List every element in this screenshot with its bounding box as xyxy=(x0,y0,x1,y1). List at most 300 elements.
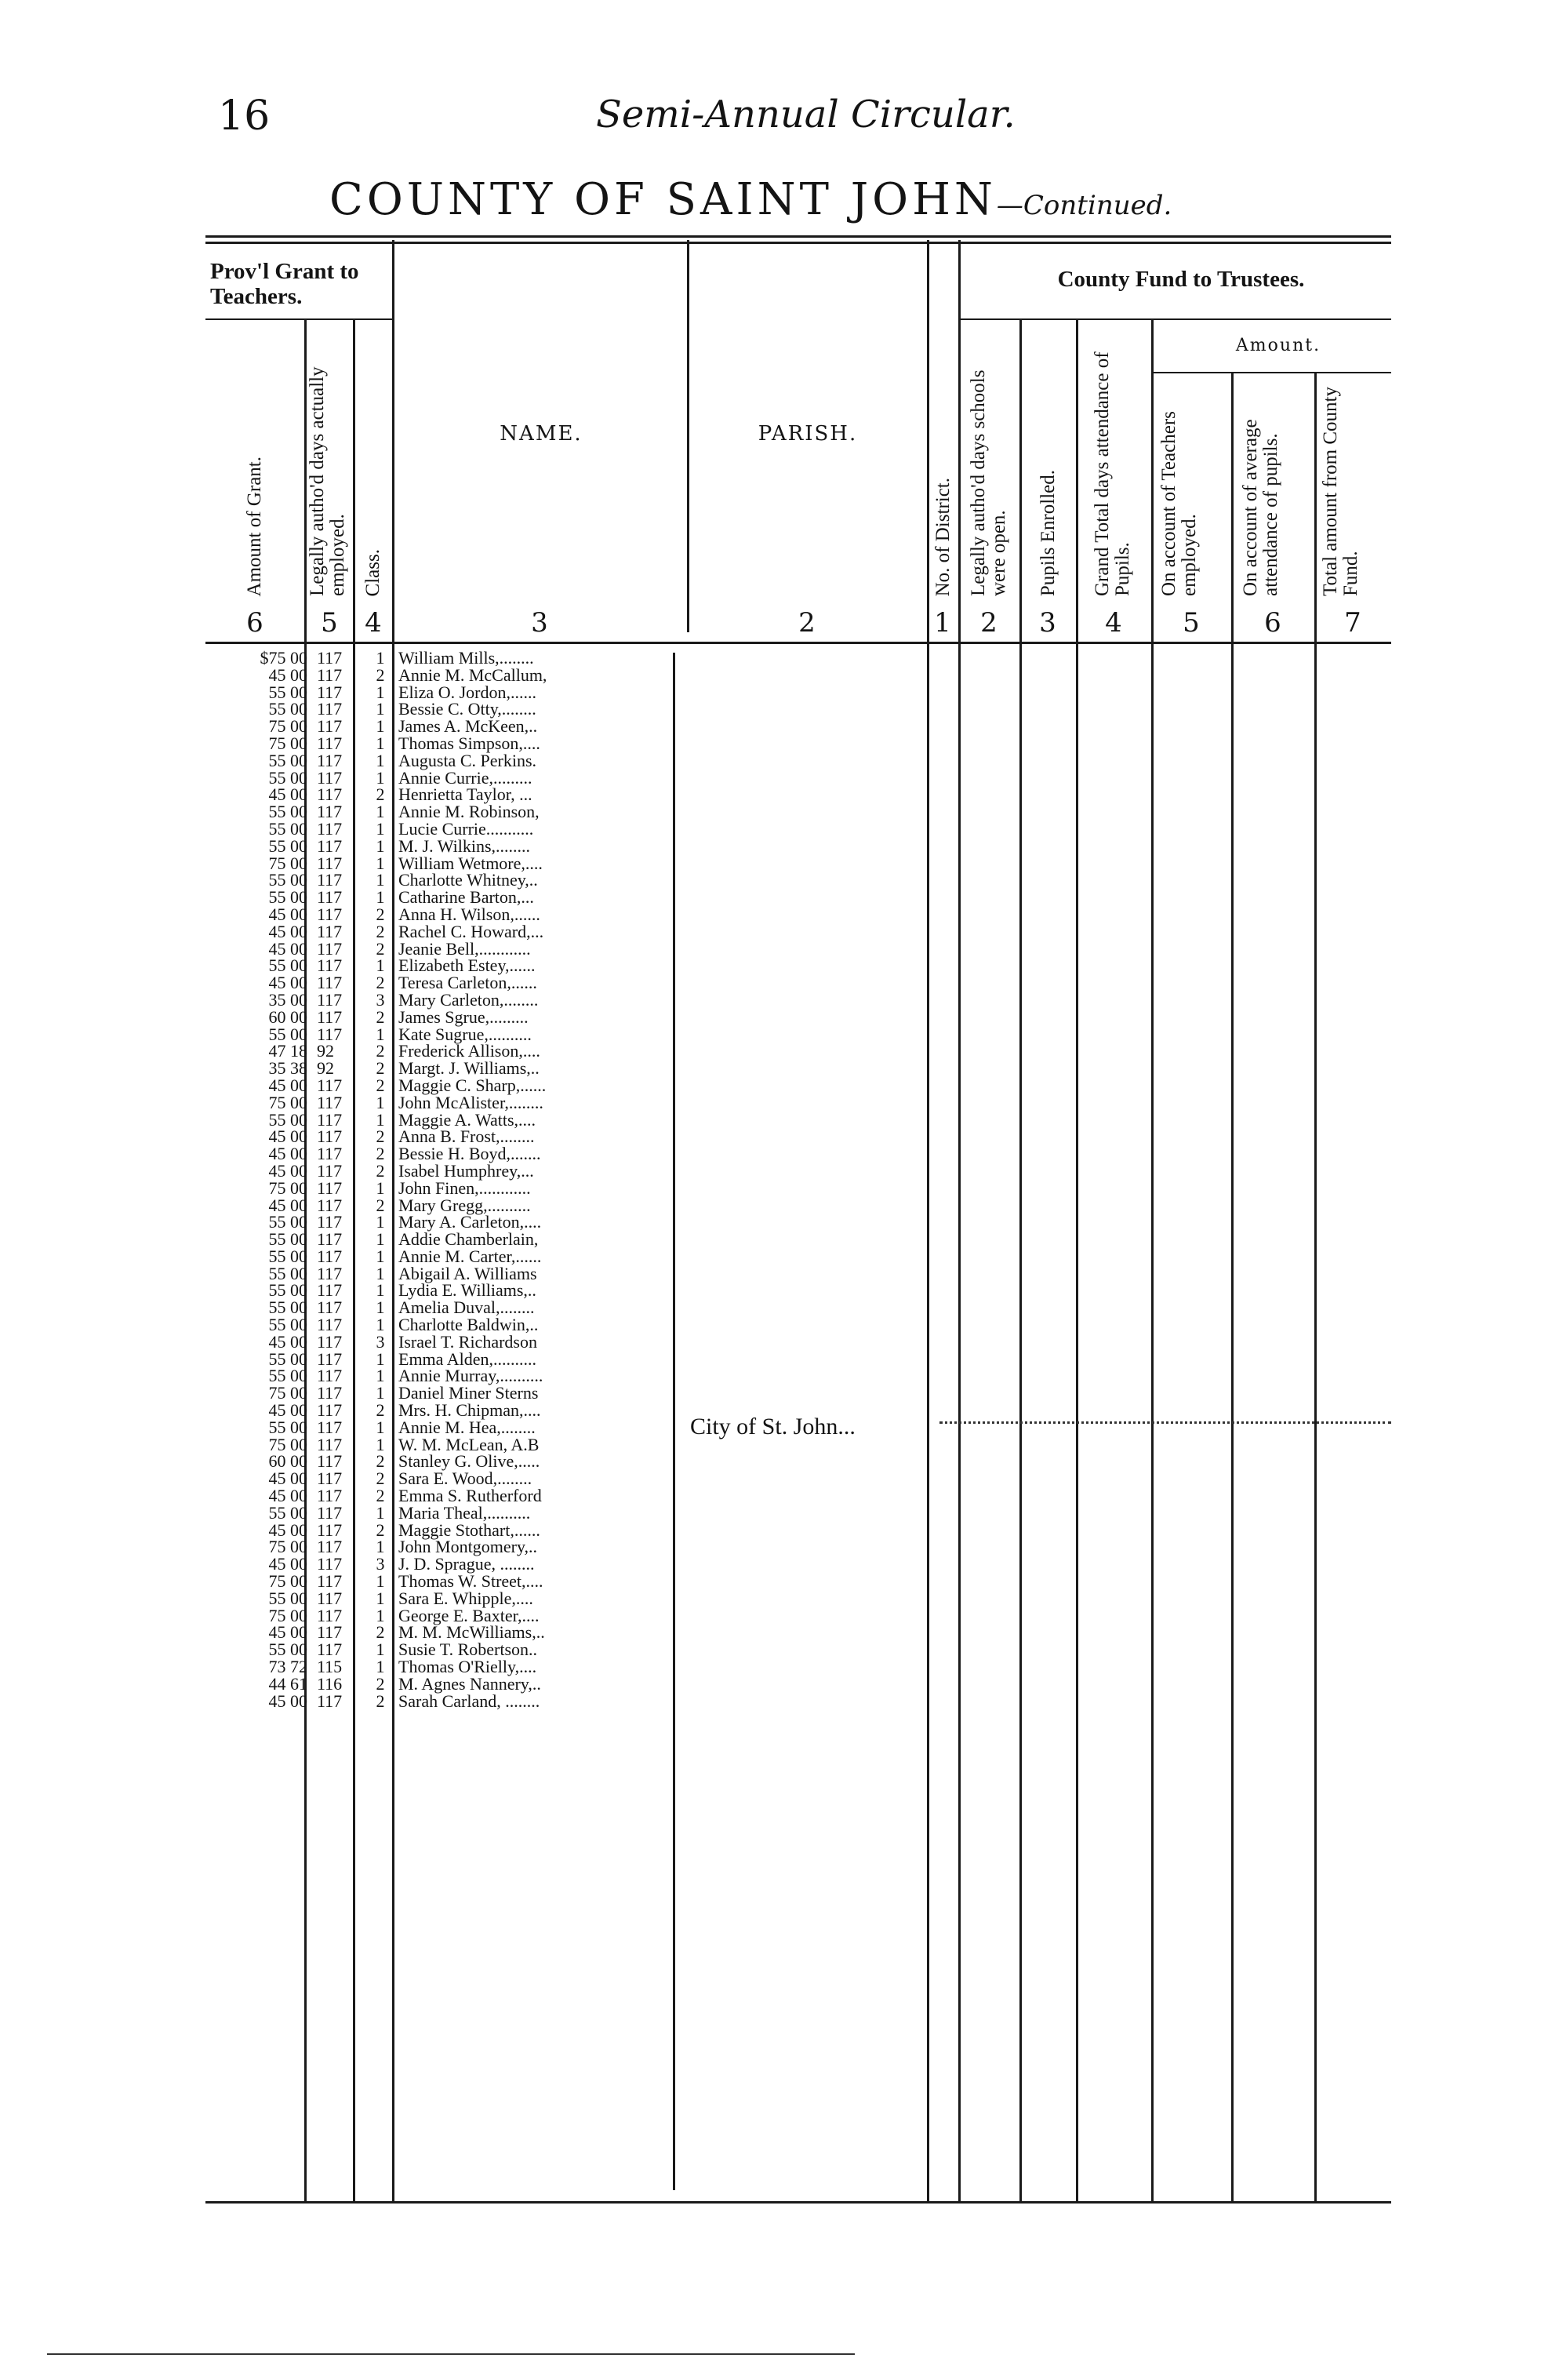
teacher-name: M. M. McWilliams,.. xyxy=(398,1622,545,1643)
class-number: 1 xyxy=(376,818,385,839)
grant-amount: 55 00 xyxy=(268,699,307,719)
class-number: 2 xyxy=(376,1160,385,1181)
teacher-name: Maggie C. Sharp,...... xyxy=(398,1075,547,1095)
colnum-parish: 2 xyxy=(798,607,816,639)
grant-amount: 55 00 xyxy=(268,1502,307,1523)
class-number: 2 xyxy=(376,664,385,685)
days-employed: 115 xyxy=(317,1657,343,1677)
grant-amount: 45 00 xyxy=(268,904,307,924)
teacher-name: Elizabeth Estey,...... xyxy=(398,955,536,976)
col-divider-6 xyxy=(958,240,961,2201)
days-employed: 117 xyxy=(317,1605,343,1625)
class-number: 2 xyxy=(376,1075,385,1095)
colnum-amount: 6 xyxy=(246,607,263,639)
teacher-name: Israel T. Richardson xyxy=(398,1331,537,1352)
class-number: 1 xyxy=(376,1348,385,1369)
teacher-name: Maria Theal,.......... xyxy=(398,1502,531,1523)
teacher-name: Mary A. Carleton,.... xyxy=(398,1212,542,1232)
days-employed: 117 xyxy=(317,1109,343,1130)
pupils-enrolled-header: Pupils Enrolled. xyxy=(1038,469,1059,596)
grant-amount: 55 00 xyxy=(268,1315,307,1335)
days-employed: 117 xyxy=(317,1486,343,1506)
class-number: 3 xyxy=(376,989,385,1010)
days-employed: 117 xyxy=(317,1263,343,1283)
grant-amount: 55 00 xyxy=(268,1297,307,1318)
class-number: 2 xyxy=(376,904,385,924)
class-number: 3 xyxy=(376,1554,385,1574)
teacher-name: John Montgomery,.. xyxy=(398,1537,538,1557)
col-divider-4 xyxy=(687,240,689,632)
days-employed: 117 xyxy=(317,1212,343,1232)
grant-amount: 75 00 xyxy=(268,1537,307,1557)
grant-amount: 55 00 xyxy=(268,1639,307,1660)
class-number: 1 xyxy=(376,1383,385,1403)
teacher-name: Daniel Miner Sterns xyxy=(398,1383,539,1403)
days-employed: 117 xyxy=(317,1229,343,1250)
grant-amount: 45 00 xyxy=(268,1468,307,1489)
teacher-name: Sara E. Whipple,.... xyxy=(398,1588,533,1608)
teacher-name: Augusta C. Perkins. xyxy=(398,750,536,770)
class-number: 1 xyxy=(376,1417,385,1437)
colnum-district: 1 xyxy=(934,607,951,639)
days-employed: 117 xyxy=(317,699,343,719)
grand-total-header: Grand Total days attendance of Pupils. xyxy=(1092,351,1133,596)
teacher-name: Rachel C. Howard,... xyxy=(398,921,544,941)
attendance-header-cell xyxy=(1233,378,1314,596)
days-employed: 117 xyxy=(317,1280,343,1301)
grant-amount: 55 00 xyxy=(268,835,307,856)
colnum-total: 7 xyxy=(1344,607,1361,639)
class-number: 2 xyxy=(376,1486,385,1506)
header-bottom-rule xyxy=(205,642,1391,644)
grant-amount: 47 18 xyxy=(268,1041,307,1061)
teacher-name: Annie Currie,......... xyxy=(398,767,532,788)
table-bottom-rule xyxy=(205,2201,1391,2204)
grant-amount: 75 00 xyxy=(268,1571,307,1592)
class-number: 2 xyxy=(376,973,385,993)
days-employed: 117 xyxy=(317,818,343,839)
class-number: 1 xyxy=(376,1502,385,1523)
grant-amount: 55 00 xyxy=(268,802,307,822)
days-employed: 117 xyxy=(317,1195,343,1215)
class-number: 1 xyxy=(376,648,385,668)
class-number: 1 xyxy=(376,1605,385,1625)
grant-amount: 45 00 xyxy=(268,1126,307,1147)
col-divider-3 xyxy=(392,240,394,2201)
teacher-name: William Wetmore,.... xyxy=(398,853,543,873)
class-number: 2 xyxy=(376,938,385,959)
teacher-name: Thomas O'Rielly,.... xyxy=(398,1657,537,1677)
amount-header: Amount. xyxy=(1235,336,1321,355)
grant-amount: 45 00 xyxy=(268,938,307,959)
class-number: 2 xyxy=(376,1468,385,1489)
days-employed: 117 xyxy=(317,1160,343,1181)
days-employed: 117 xyxy=(317,870,343,890)
parish-brace xyxy=(665,653,675,2190)
teacher-name: Mary Carleton,........ xyxy=(398,989,539,1010)
class-header: Class. xyxy=(362,548,383,596)
days-employed: 117 xyxy=(317,1519,343,1540)
days-employed: 117 xyxy=(317,1537,343,1557)
top-double-rule-2 xyxy=(205,242,1391,244)
class-number: 1 xyxy=(376,1246,385,1266)
colnum-name: 3 xyxy=(531,607,548,639)
days-employed: 117 xyxy=(317,955,343,976)
days-employed: 117 xyxy=(317,989,343,1010)
class-number: 2 xyxy=(376,1195,385,1215)
grant-amount: 45 00 xyxy=(268,973,307,993)
class-number: 1 xyxy=(376,835,385,856)
class-number: 2 xyxy=(376,1144,385,1164)
teacher-name: George E. Baxter,.... xyxy=(398,1605,540,1625)
class-number: 1 xyxy=(376,1537,385,1557)
amount-of-grant-header-cell xyxy=(205,329,304,596)
col-divider-11 xyxy=(1314,373,1317,2201)
class-number: 2 xyxy=(376,1058,385,1079)
pupils-enrolled-header-cell xyxy=(1021,329,1076,596)
class-number: 2 xyxy=(376,1673,385,1694)
class-number: 2 xyxy=(376,921,385,941)
teacher-name: Thomas W. Street,.... xyxy=(398,1571,543,1592)
class-number: 1 xyxy=(376,802,385,822)
class-number: 1 xyxy=(376,1297,385,1318)
grant-amount: 55 00 xyxy=(268,1366,307,1386)
grant-amount: 45 00 xyxy=(268,1195,307,1215)
grant-amount: 55 00 xyxy=(268,818,307,839)
district-header-cell xyxy=(928,329,958,596)
days-employed: 117 xyxy=(317,784,343,805)
teacher-name: Annie M. Robinson, xyxy=(398,802,540,822)
class-number: 1 xyxy=(376,1263,385,1283)
grant-amount: 55 00 xyxy=(268,1024,307,1044)
days-employed: 117 xyxy=(317,835,343,856)
class-number: 2 xyxy=(376,1451,385,1472)
days-employed-header-cell xyxy=(306,323,353,596)
teacher-name: Abigail A. Williams xyxy=(398,1263,537,1283)
days-employed: 117 xyxy=(317,1348,343,1369)
colnum-teachers: 5 xyxy=(1183,607,1200,639)
teacher-name: Annie M. McCallum, xyxy=(398,664,547,685)
class-number: 1 xyxy=(376,1571,385,1592)
teacher-name: James Sgrue,......... xyxy=(398,1006,529,1027)
teacher-name: Amelia Duval,........ xyxy=(398,1297,535,1318)
class-number: 1 xyxy=(376,853,385,873)
days-employed: 117 xyxy=(317,1092,343,1112)
grant-amount: 60 00 xyxy=(268,1451,307,1472)
teacher-name: John Finen,............ xyxy=(398,1177,531,1198)
grant-amount: 55 00 xyxy=(268,1417,307,1437)
teacher-name: Mary Gregg,.......... xyxy=(398,1195,531,1215)
grant-amount: 55 00 xyxy=(268,1280,307,1301)
grant-amount: 55 00 xyxy=(268,767,307,788)
class-number: 2 xyxy=(376,1690,385,1711)
teacher-name: Henrietta Taylor, ... xyxy=(398,784,532,805)
days-employed: 92 xyxy=(317,1041,334,1061)
grant-amount: 55 00 xyxy=(268,1109,307,1130)
grant-amount: 75 00 xyxy=(268,1383,307,1403)
prov-grant-header: Prov'l Grant to Teachers. xyxy=(210,259,359,309)
teacher-name: M. Agnes Nannery,.. xyxy=(398,1673,541,1694)
class-number: 1 xyxy=(376,1315,385,1335)
grant-amount: 55 00 xyxy=(268,870,307,890)
table-title-continued: —Continued. xyxy=(996,190,1172,221)
days-employed: 117 xyxy=(317,1366,343,1386)
teacher-name: Anna B. Frost,........ xyxy=(398,1126,535,1147)
class-number: 1 xyxy=(376,1092,385,1112)
colnum-pupils: 3 xyxy=(1039,607,1056,639)
table-title-main: COUNTY OF SAINT JOHN xyxy=(329,174,997,225)
days-employed: 117 xyxy=(317,1468,343,1489)
teacher-name: Charlotte Baldwin,.. xyxy=(398,1315,539,1335)
class-number: 1 xyxy=(376,1280,385,1301)
grant-amount: 75 00 xyxy=(268,853,307,873)
table-title xyxy=(329,174,1172,225)
grant-amount: 44 61 xyxy=(268,1673,307,1694)
days-employed: 117 xyxy=(317,1297,343,1318)
name-header: NAME. xyxy=(500,422,583,446)
days-employed: 117 xyxy=(317,1144,343,1164)
days-employed: 117 xyxy=(317,1177,343,1198)
grant-amount: 45 00 xyxy=(268,1690,307,1711)
days-employed: 117 xyxy=(317,1075,343,1095)
days-employed: 117 xyxy=(317,904,343,924)
county-fund-rule xyxy=(958,318,1391,320)
colnum-class: 4 xyxy=(365,607,382,639)
teacher-name: Teresa Carleton,...... xyxy=(398,973,537,993)
grant-amount: 45 00 xyxy=(268,1160,307,1181)
grant-amount: 45 00 xyxy=(268,1075,307,1095)
grant-amount: 55 00 xyxy=(268,1348,307,1369)
class-number: 2 xyxy=(376,1041,385,1061)
teacher-name: Stanley G. Olive,..... xyxy=(398,1451,540,1472)
grant-amount: 75 00 xyxy=(268,1177,307,1198)
class-number: 1 xyxy=(376,767,385,788)
days-employed-header: Legally autho'd days actually employed. xyxy=(307,366,348,596)
grant-amount: 55 00 xyxy=(268,1246,307,1266)
days-employed: 117 xyxy=(317,1451,343,1472)
days-employed: 117 xyxy=(317,1331,343,1352)
teacher-name: Charlotte Whitney,.. xyxy=(398,870,538,890)
days-employed: 117 xyxy=(317,733,343,753)
grand-total-header-cell xyxy=(1077,323,1151,596)
grant-amount: 55 00 xyxy=(268,1212,307,1232)
amount-rule xyxy=(1151,372,1391,373)
teacher-name: Maggie A. Watts,.... xyxy=(398,1109,536,1130)
teacher-name: Anna H. Wilson,...... xyxy=(398,904,540,924)
teacher-name: Eliza O. Jordon,...... xyxy=(398,682,536,702)
teacher-name: Maggie Stothart,...... xyxy=(398,1519,540,1540)
grant-amount: 45 00 xyxy=(268,784,307,805)
days-open-header: Legally autho'd days schools were open. xyxy=(968,369,1009,596)
col-divider-7 xyxy=(1019,318,1022,2201)
teacher-name: Isabel Humphrey,... xyxy=(398,1160,534,1181)
class-number: 1 xyxy=(376,870,385,890)
grant-amount: 55 00 xyxy=(268,682,307,702)
days-employed: 117 xyxy=(317,1690,343,1711)
grant-amount: 45 00 xyxy=(268,1519,307,1540)
days-employed: 92 xyxy=(317,1058,334,1079)
days-employed: 117 xyxy=(317,767,343,788)
colnum-attendance: 6 xyxy=(1264,607,1281,639)
days-employed: 117 xyxy=(317,1639,343,1660)
teacher-name: Margt. J. Williams,.. xyxy=(398,1058,540,1079)
grant-amount: 75 00 xyxy=(268,716,307,737)
class-number: 1 xyxy=(376,1434,385,1454)
grant-amount: 75 00 xyxy=(268,1092,307,1112)
parish-value: City of St. John... xyxy=(690,1414,856,1439)
county-fund-leaders xyxy=(939,1421,1391,1424)
grant-amount: 55 00 xyxy=(268,887,307,908)
teacher-name: James A. McKeen,.. xyxy=(398,716,538,737)
class-number: 1 xyxy=(376,733,385,753)
class-number: 2 xyxy=(376,1622,385,1643)
teacher-name: Bessie C. Otty,........ xyxy=(398,699,536,719)
class-number: 3 xyxy=(376,1331,385,1352)
teacher-name: Bessie H. Boyd,....... xyxy=(398,1144,541,1164)
days-employed: 117 xyxy=(317,1006,343,1027)
teacher-name: Sara E. Wood,........ xyxy=(398,1468,532,1489)
days-employed: 117 xyxy=(317,1622,343,1643)
teacher-name: Jeanie Bell,............ xyxy=(398,938,531,959)
days-employed: 117 xyxy=(317,938,343,959)
days-employed: 117 xyxy=(317,921,343,941)
amount-of-grant-header: Amount of Grant. xyxy=(244,456,265,596)
col-divider-8 xyxy=(1076,318,1078,2201)
col-divider-9 xyxy=(1151,318,1154,2201)
days-employed: 117 xyxy=(317,1571,343,1592)
prov-grant-rule xyxy=(205,318,392,320)
grant-amount: 55 00 xyxy=(268,750,307,770)
teacher-name: M. J. Wilkins,........ xyxy=(398,835,531,856)
days-employed: 117 xyxy=(317,853,343,873)
class-number: 1 xyxy=(376,750,385,770)
district-header: No. of District. xyxy=(932,477,954,596)
days-employed: 117 xyxy=(317,648,343,668)
teacher-name: Susie T. Robertson.. xyxy=(398,1639,538,1660)
page-bottom-rule xyxy=(47,2353,855,2355)
grant-amount: 45 00 xyxy=(268,1400,307,1421)
class-number: 1 xyxy=(376,1109,385,1130)
class-number: 1 xyxy=(376,1229,385,1250)
days-employed: 117 xyxy=(317,1126,343,1147)
days-employed: 117 xyxy=(317,1417,343,1437)
days-employed: 117 xyxy=(317,1502,343,1523)
page-number: 16 xyxy=(218,93,271,140)
teacher-name: W. M. McLean, A.B xyxy=(398,1434,540,1454)
class-number: 1 xyxy=(376,1024,385,1044)
teacher-name: Lydia E. Williams,.. xyxy=(398,1280,536,1301)
grant-amount: 55 00 xyxy=(268,955,307,976)
days-employed: 117 xyxy=(317,682,343,702)
days-employed: 117 xyxy=(317,1024,343,1044)
class-number: 2 xyxy=(376,1006,385,1027)
class-number: 1 xyxy=(376,682,385,702)
days-employed: 117 xyxy=(317,716,343,737)
class-number: 1 xyxy=(376,1212,385,1232)
days-employed: 117 xyxy=(317,1554,343,1574)
days-employed: 117 xyxy=(317,1315,343,1335)
grant-amount: 45 00 xyxy=(268,921,307,941)
teachers-header-cell xyxy=(1153,378,1231,596)
parish-header: PARISH. xyxy=(758,422,858,446)
teacher-name: Annie Murray,.......... xyxy=(398,1366,543,1386)
days-employed: 117 xyxy=(317,1434,343,1454)
colnum-days: 5 xyxy=(321,607,338,639)
class-number: 2 xyxy=(376,784,385,805)
total-header: Total amount from County Fund. xyxy=(1320,387,1361,596)
class-number: 1 xyxy=(376,716,385,737)
grant-amount: 75 00 xyxy=(268,1434,307,1454)
colnum-grand-total: 4 xyxy=(1105,607,1122,639)
colnum-days-open: 2 xyxy=(980,607,998,639)
teacher-name: William Mills,........ xyxy=(398,648,534,668)
class-header-cell xyxy=(354,329,392,596)
grant-amount: 55 00 xyxy=(268,1263,307,1283)
grant-amount: 60 00 xyxy=(268,1006,307,1027)
days-employed: 117 xyxy=(317,1400,343,1421)
grant-amount: 73 72 xyxy=(268,1657,307,1677)
class-number: 2 xyxy=(376,1400,385,1421)
class-number: 2 xyxy=(376,1519,385,1540)
grant-amount: 45 00 xyxy=(268,664,307,685)
teacher-name: John McAlister,........ xyxy=(398,1092,543,1112)
teacher-name: Catharine Barton,... xyxy=(398,887,534,908)
grant-amount: 45 00 xyxy=(268,1622,307,1643)
top-double-rule-1 xyxy=(205,235,1391,238)
days-employed: 116 xyxy=(317,1673,343,1694)
days-open-header-cell xyxy=(961,323,1019,596)
days-employed: 117 xyxy=(317,750,343,770)
class-number: 1 xyxy=(376,1588,385,1608)
running-head: Semi-Annual Circular. xyxy=(596,93,1016,136)
days-employed: 117 xyxy=(317,1588,343,1608)
teacher-name: Frederick Allison,.... xyxy=(398,1041,540,1061)
class-number: 1 xyxy=(376,1639,385,1660)
teacher-name: Emma Alden,.......... xyxy=(398,1348,536,1369)
grant-amount: 45 00 xyxy=(268,1331,307,1352)
days-employed: 117 xyxy=(317,973,343,993)
grant-amount: 75 00 xyxy=(268,733,307,753)
teacher-name: Annie M. Carter,...... xyxy=(398,1246,542,1266)
days-employed: 117 xyxy=(317,664,343,685)
teacher-name: Kate Sugrue,.......... xyxy=(398,1024,532,1044)
teacher-name: Thomas Simpson,.... xyxy=(398,733,540,753)
class-number: 1 xyxy=(376,1657,385,1677)
teacher-name: Annie M. Hea,........ xyxy=(398,1417,536,1437)
grant-amount: 45 00 xyxy=(268,1486,307,1506)
class-number: 2 xyxy=(376,1126,385,1147)
attendance-header: On account of average attendance of pupils. xyxy=(1240,419,1281,596)
grant-amount: 75 00 xyxy=(268,1605,307,1625)
days-employed: 117 xyxy=(317,802,343,822)
days-employed: 117 xyxy=(317,887,343,908)
days-employed: 117 xyxy=(317,1246,343,1266)
class-number: 1 xyxy=(376,1177,385,1198)
teacher-name: Mrs. H. Chipman,.... xyxy=(398,1400,541,1421)
col-divider-10 xyxy=(1231,373,1234,2201)
teacher-name: Lucie Currie........... xyxy=(398,818,534,839)
teacher-name: Emma S. Rutherford xyxy=(398,1486,542,1506)
grant-amount: 35 38 xyxy=(268,1058,307,1079)
grant-amount: 55 00 xyxy=(268,1229,307,1250)
class-number: 1 xyxy=(376,699,385,719)
grant-amount: 45 00 xyxy=(268,1554,307,1574)
teacher-name: Sarah Carland, ........ xyxy=(398,1690,540,1711)
grant-amount: 55 00 xyxy=(268,1588,307,1608)
teacher-name: Addie Chamberlain, xyxy=(398,1229,539,1250)
class-number: 1 xyxy=(376,887,385,908)
class-number: 1 xyxy=(376,955,385,976)
